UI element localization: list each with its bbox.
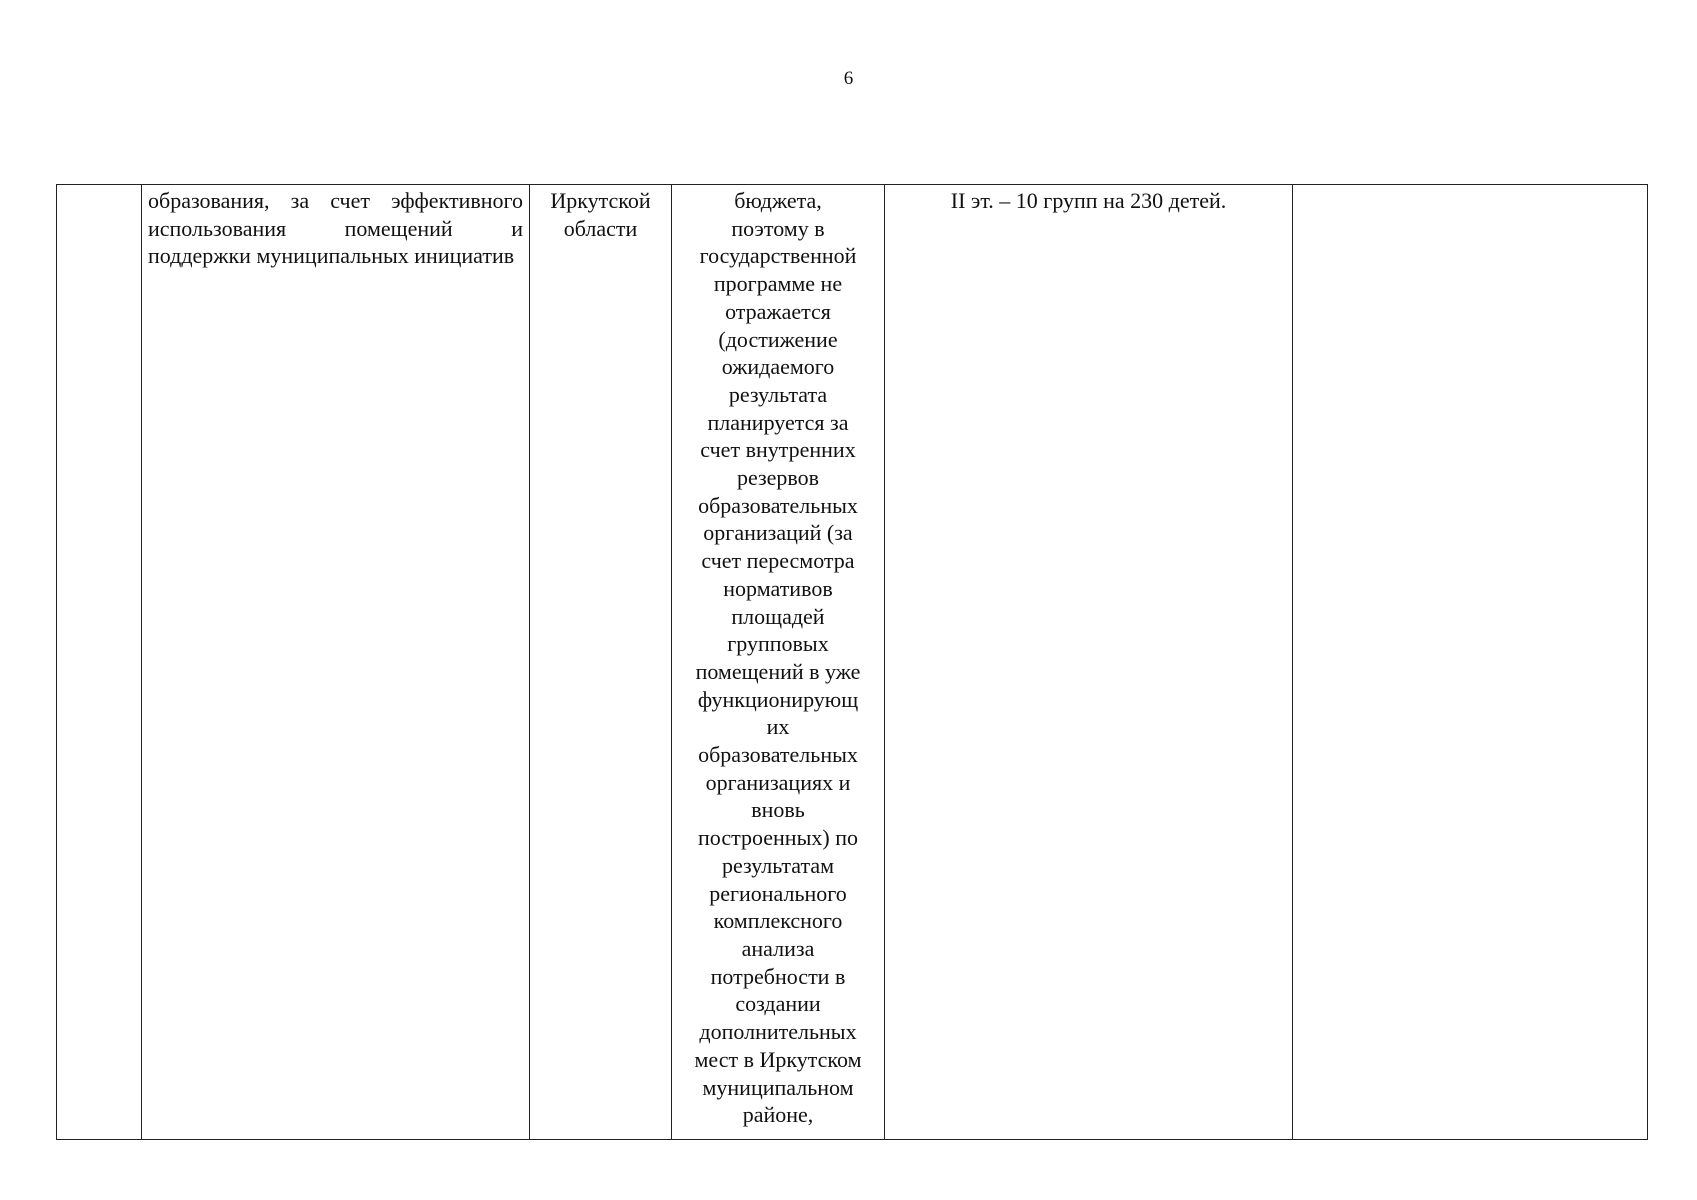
document-table bbox=[56, 184, 1648, 1140]
budget-line: государственной bbox=[699, 243, 857, 269]
row-number-cell bbox=[57, 185, 142, 1140]
task-cell: образования, за счет эффективного использования помещений и поддержки муниципальных инициатив bbox=[142, 185, 530, 1140]
budget-line: дополнительных bbox=[699, 1019, 857, 1045]
budget-line: построенных) по bbox=[698, 825, 858, 851]
budget-line: создании bbox=[735, 991, 821, 1017]
budget-line: счет пересмотра bbox=[701, 548, 855, 574]
budget-line: функционирующ bbox=[697, 686, 859, 712]
budget-line: организаций (за bbox=[703, 520, 853, 546]
budget-line: образовательных bbox=[698, 492, 858, 518]
budget-cell bbox=[672, 185, 885, 1140]
budget-line: регионального bbox=[709, 880, 847, 906]
budget-line: нормативов bbox=[723, 575, 833, 601]
budget-line: результата bbox=[728, 381, 828, 407]
budget-line: поэтому в bbox=[731, 215, 825, 241]
budget-line: районе, bbox=[742, 1102, 814, 1128]
budget-line: отражается bbox=[725, 298, 831, 324]
table-row bbox=[57, 185, 1648, 1140]
budget-line: помещений в уже bbox=[695, 658, 861, 684]
budget-line: (достижение bbox=[718, 326, 838, 352]
budget-line: мест в Иркутском bbox=[694, 1046, 862, 1072]
budget-line: потребности в bbox=[710, 963, 846, 989]
budget-line: анализа bbox=[741, 935, 815, 961]
budget-line: комплексного bbox=[713, 908, 843, 934]
budget-line: программе не bbox=[713, 271, 843, 297]
region-line: области bbox=[563, 215, 638, 241]
budget-line: результатам bbox=[721, 852, 835, 878]
budget-line: площадей bbox=[731, 603, 825, 629]
budget-line: планируется за bbox=[707, 409, 849, 435]
result-cell: II эт. – 10 групп на 230 детей. bbox=[885, 185, 1293, 1140]
budget-line: резервов bbox=[736, 465, 820, 491]
budget-line: бюджета, bbox=[734, 188, 822, 213]
budget-line: ожидаемого bbox=[721, 354, 835, 380]
budget-line: образовательных bbox=[698, 742, 858, 768]
region-cell bbox=[530, 185, 672, 1140]
budget-line: групповых bbox=[727, 631, 829, 657]
budget-line: их bbox=[766, 714, 790, 740]
budget-line: организациях и bbox=[705, 769, 851, 795]
note-cell bbox=[1293, 185, 1648, 1140]
budget-line: счет внутренних bbox=[700, 437, 856, 463]
budget-line: муниципальном bbox=[702, 1074, 854, 1100]
budget-line: вновь bbox=[751, 797, 805, 823]
region-line: Иркутской bbox=[550, 188, 651, 213]
page-number: 6 bbox=[843, 68, 854, 89]
